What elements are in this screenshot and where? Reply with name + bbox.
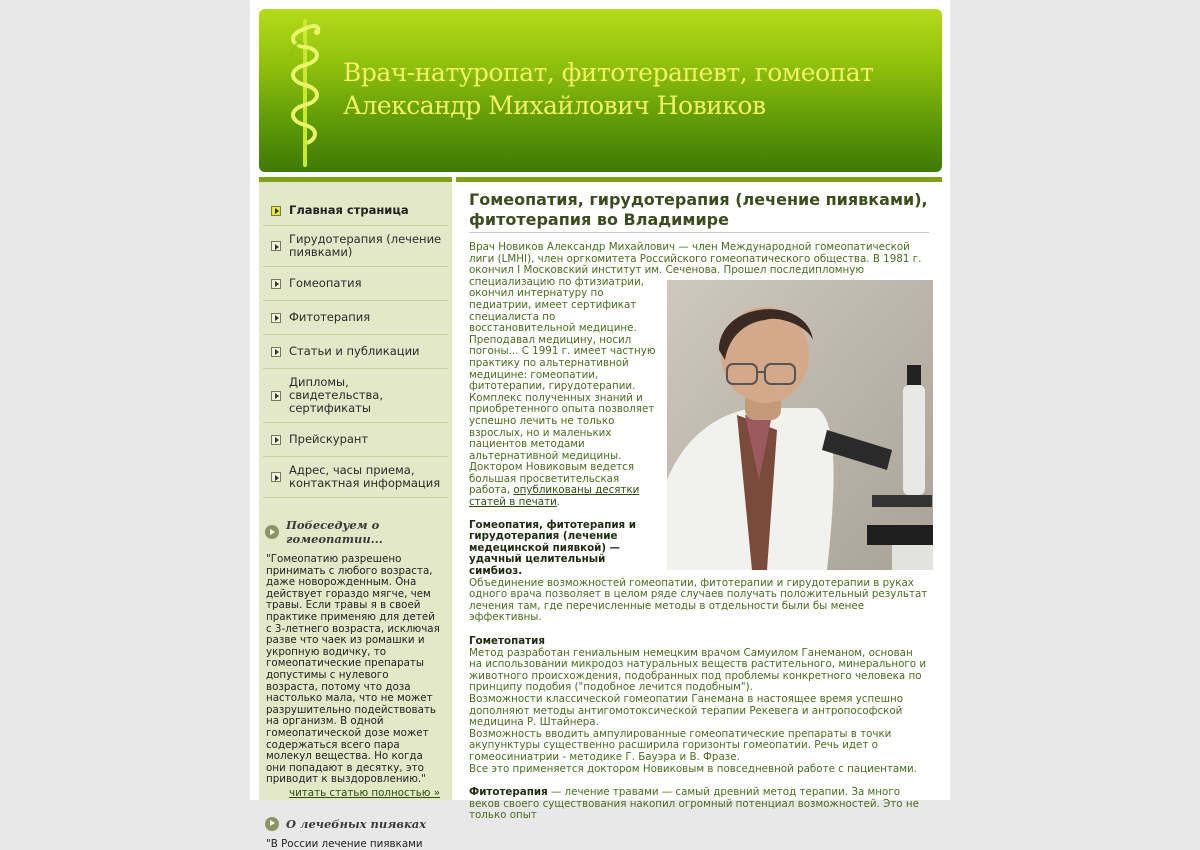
circle-arrow-icon (265, 525, 279, 539)
intro-text (469, 242, 929, 509)
homeopathy-paragraph-4: Все это применяется доктором Новиковым в повседневной работе с пациентами. (469, 762, 917, 775)
publications-link[interactable]: опубликованы десятки статей в печати (469, 484, 640, 509)
nav-item-label: Гомеопатия (289, 276, 362, 290)
nav-item-diplomas[interactable] (263, 369, 448, 423)
bullet-arrow-icon (271, 347, 281, 357)
combo-text: Объединение возможностей гомеопатии, фитотерапии и гирудотерапии в руках одного врача позволяет в целом ряде случаев получать положительный результат лечения там, где перечисленные методы в отдельности были бы менее эффективны. (469, 576, 928, 624)
sidebar (259, 177, 452, 850)
nav-item-label: Фитотерапия (289, 310, 371, 324)
site-title (343, 56, 873, 122)
homeopathy-paragraph-2: Возможности классической гомеопатии Ганемана в настоящее время успешно дополняют методы антигомотоксической терапии Рекевега и антропософской медицина Р. Штайнера. (469, 692, 904, 729)
homeopathy-paragraph-3: Возможность вводить ампулированные гомеопатические препараты в точки акупунктуры существенно расширила горизонты гомеопатии. Речь идет о гомеосиниатрии - методике Г. Бауэра и В. Фразе. (469, 727, 892, 763)
bullet-arrow-icon (271, 241, 281, 251)
main-content (456, 177, 942, 822)
nav-item-homeopathy[interactable] (263, 267, 448, 301)
intro-paragraph-1: Врач Новиков Александр Михайлович — член Международной гомеопатической лиги (LMHI), член оргкомитета Российского гомеопатического общества. В 1981 г. окончил I Московский институт им. Сеченова. (469, 241, 922, 277)
nav-item-label: Адрес, часы приема, контактная информация (289, 463, 441, 490)
site-title-line-1: Врач-натуропат, фитотерапевт, гомеопат (343, 58, 874, 87)
nav-item-phytotherapy[interactable] (263, 301, 448, 335)
section-heading (265, 817, 446, 831)
bullet-arrow-icon (271, 206, 281, 216)
nav-item-prices[interactable] (263, 423, 448, 457)
bullet-arrow-icon (271, 472, 281, 482)
phytotherapy-heading: Фитотерапия (469, 786, 548, 799)
homeopathy-talk-section (265, 518, 446, 799)
section-heading-text: Побеседуем о гомеопатии... (286, 518, 383, 546)
circle-arrow-icon (265, 817, 279, 831)
intro-end: . (556, 496, 561, 509)
phytotherapy-text: — лечение травами — самый древний метод терапии. За много веков своего существования накопил огромный потенциал возможностей. Это не только опыт (469, 786, 919, 822)
homeopathy-heading: Гометопатия (469, 635, 545, 647)
bullet-arrow-icon (271, 313, 281, 323)
page (250, 0, 950, 850)
leeches-quote: "В России лечение пиявками (266, 837, 423, 850)
main-nav (263, 196, 448, 498)
nav-item-label: Прейскурант (289, 432, 369, 446)
nav-item-home[interactable] (263, 196, 448, 226)
nav-item-label: Дипломы, свидетельства, сертификаты (289, 375, 384, 415)
phytotherapy-paragraph (469, 787, 929, 822)
homeopathy-quote: "Гомеопатию разрешено принимать с любого возраста, даже новорожденным. Она действует гораздо мягче, чем травы. Если травы я в своей практике применяю для детей с 3-летнего возраста, исключая разве что чаек из ромашки и укропную водичку, то гомеопатические препараты допустимы с нулевого возраста, потому что доза настолько мала, что не может разрушительно подействовать на организм. В одной гомеопатической дозе может содержаться всего пара молекул вещества. Но когда они попадают в десятку, это приводит к выздоровлению." (266, 553, 440, 786)
bullet-arrow-icon (271, 279, 281, 289)
site-header (259, 9, 942, 172)
combo-heading: Гомеопатия, фитотерапия и гирудотерапия (лечение медецинской пиявкой) — удачный целительный симбиоз. (469, 518, 636, 578)
page-title: Гомеопатия, гирудотерапия (лечение пиявками), фитотерапия во Владимире (469, 190, 929, 233)
nav-item-label: Главная страница (289, 203, 409, 217)
bullet-arrow-icon (271, 435, 281, 445)
intro-paragraph-2: Прошел последипломную специализацию по фтизиатрии, окончил интернатуру по педиатрии, имеет сертификат специалиста по восстановительной медицине. Преподавал медицину, носил погоны... С 1991 г. имеет частную практику по альтернативной медицине: гомеопатии, фитотерапии, гирудотерапии. Комплекс полученных знаний и приобретенного опыта позволяет успешно лечить не только взрослых, но и маленьких пациентов методами альтернативной медицины. Доктором Новиковым ведется большая просветительская работа, (469, 264, 865, 497)
section-heading-text: О лечебных пиявках (286, 816, 427, 831)
nav-item-hirudotherapy[interactable] (263, 226, 448, 267)
leeches-section (265, 817, 446, 850)
site-title-line-2: Александр Михайлович Новиков (343, 91, 766, 120)
doctor-photo (667, 280, 933, 570)
read-article-link[interactable]: читать статью полностью » (288, 786, 440, 799)
nav-item-contacts[interactable] (263, 457, 448, 498)
nav-item-label: Гирудотерапия (лечение пиявками) (289, 232, 442, 259)
bullet-arrow-icon (271, 391, 281, 401)
staff-of-asclepius-icon (281, 15, 329, 169)
nav-item-articles[interactable] (263, 335, 448, 369)
nav-item-label: Статьи и публикации (289, 344, 420, 358)
homeopathy-paragraph-1: Метод разработан гениальным немецким врачом Самуилом Ганеманом, основан на использовании микродоз натуральных веществ растительного, минерального и животного происхождения, подобранных под проблемы конкретного человека по принципу подобия ("подобное лечится подобным"). (469, 646, 927, 694)
section-heading (265, 518, 446, 546)
